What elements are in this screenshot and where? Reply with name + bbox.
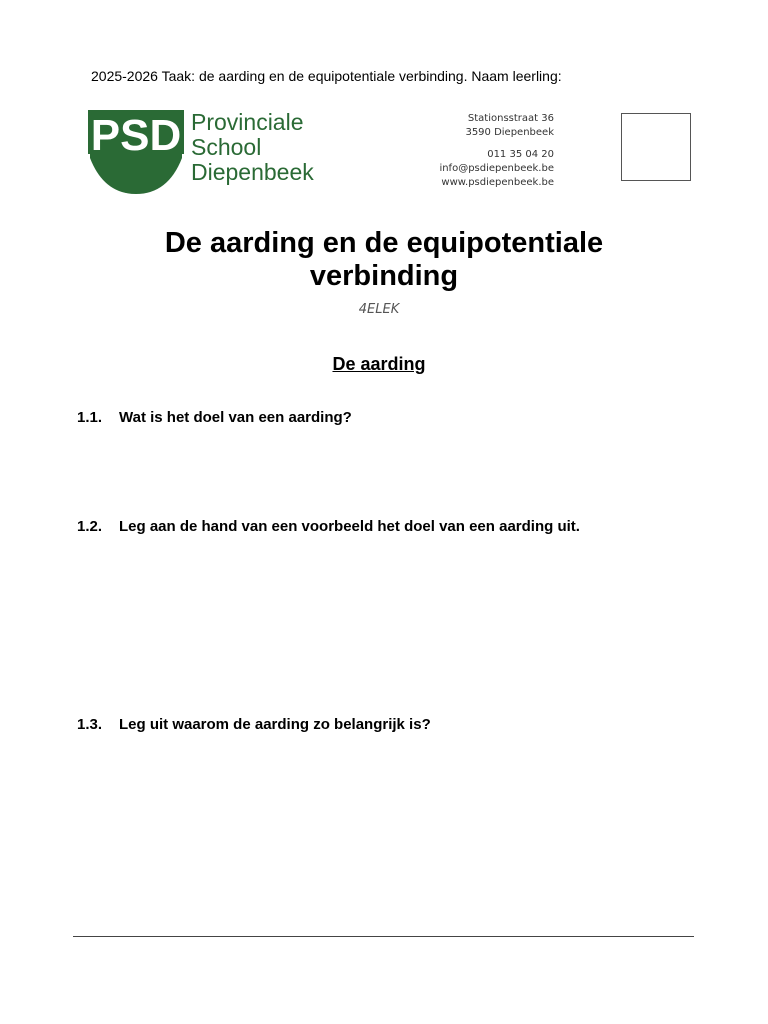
logo-mark-text: PSD (90, 111, 182, 160)
contact-email: info@psdiepenbeek.be (439, 163, 554, 174)
psd-logo-icon (88, 110, 184, 194)
title-line-1: De aarding en de equipotentiale (164, 227, 604, 259)
contact-city: 3590 Diepenbeek (465, 127, 554, 138)
question-2 (77, 518, 580, 535)
contact-phone: 011 35 04 20 (487, 149, 554, 160)
footer-divider (73, 936, 694, 937)
photo-box (621, 113, 691, 181)
question-number: 1.2. (77, 518, 103, 535)
contact-website: www.psdiepenbeek.be (441, 177, 554, 188)
title-line-2: verbinding (309, 260, 459, 292)
question-1 (77, 409, 352, 426)
page-header: 2025-2026 Taak: de aarding en de equipotentiale verbinding. Naam leerling: (91, 68, 562, 84)
logo-line-3: Diepenbeek (191, 159, 314, 185)
document-title (0, 227, 768, 293)
document-subtitle: 4ELEK (358, 302, 400, 317)
school-logo (88, 110, 338, 196)
logo-wordmark (191, 110, 314, 185)
question-text: Leg aan de hand van een voorbeeld het doel van een aarding uit. (119, 518, 580, 535)
logo-line-2: School (191, 134, 262, 160)
question-3 (77, 716, 431, 733)
question-text: Wat is het doel van een aarding? (119, 409, 352, 426)
question-number: 1.1. (77, 409, 103, 426)
logo-line-1: Provinciale (191, 109, 304, 135)
question-text: Leg uit waarom de aarding zo belangrijk is? (119, 716, 431, 733)
school-contact (439, 112, 554, 190)
question-number: 1.3. (77, 716, 103, 733)
contact-street: Stationsstraat 36 (467, 113, 554, 124)
section-heading: De aarding (332, 354, 426, 374)
